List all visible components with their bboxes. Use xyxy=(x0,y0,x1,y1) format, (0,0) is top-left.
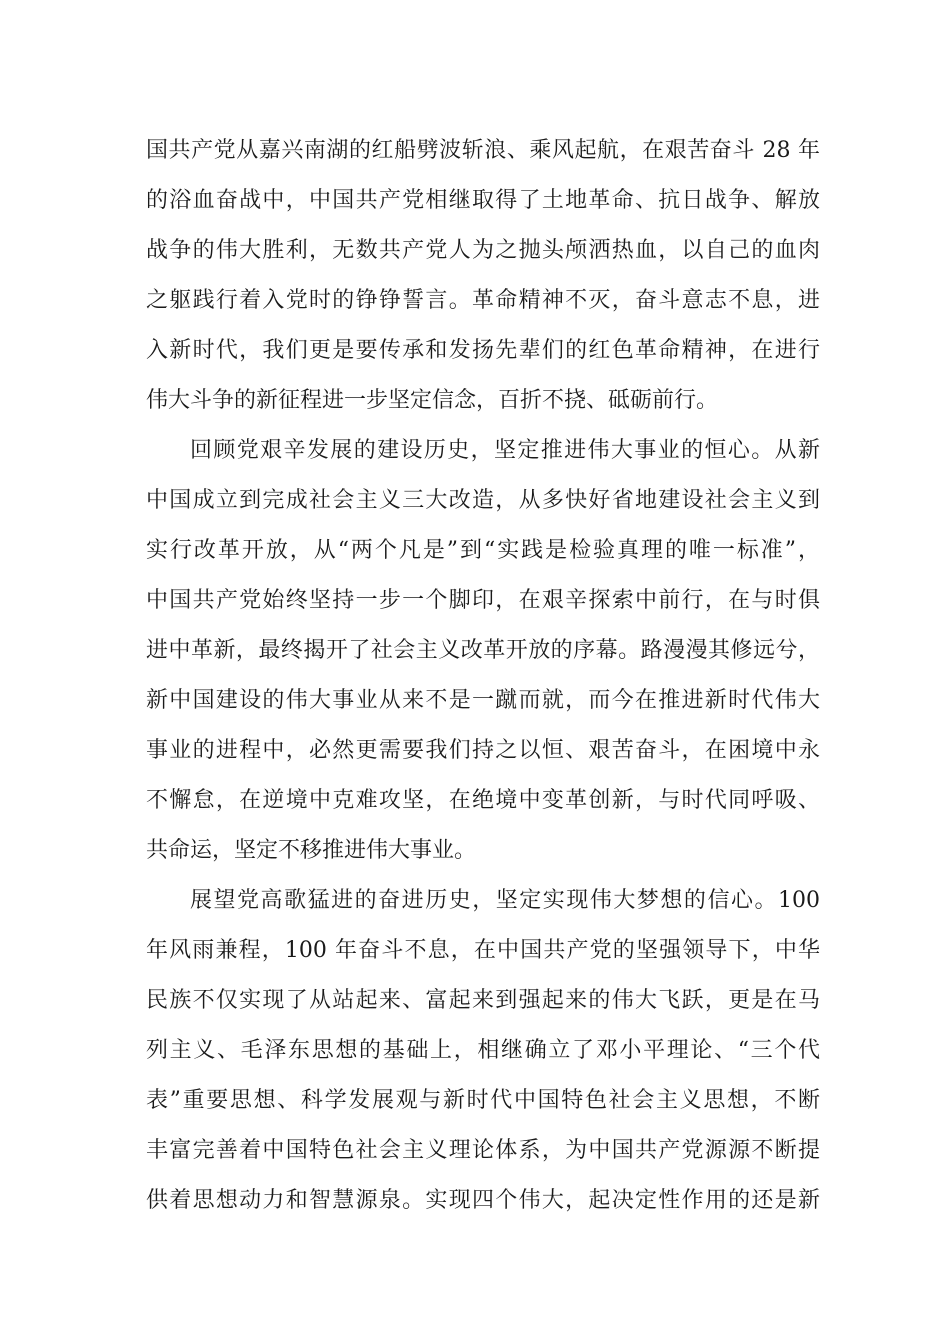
text-line: 伟大斗争的新征程进一步坚定信念，百折不挠、砥砺前行。 xyxy=(146,388,719,413)
text-line: 共命运，坚定不移推进伟大事业。 xyxy=(146,838,477,863)
text-line: 之躯践行着入党时的铮铮誓言。革命精神不灭，奋斗意志不息，进 xyxy=(146,288,820,313)
paragraph-1 xyxy=(146,126,820,426)
text-line: 年风雨兼程，100 年奋斗不息，在中国共产党的坚强领导下，中华 xyxy=(146,938,820,963)
text-line: 新中国建设的伟大事业从来不是一蹴而就，而今在推进新时代伟大 xyxy=(146,688,820,713)
text-line: 丰富完善着中国特色社会主义理论体系，为中国共产党源源不断提 xyxy=(146,1138,820,1163)
paragraph-3 xyxy=(146,876,820,1226)
paragraph-2 xyxy=(146,426,820,876)
text-line: 供着思想动力和智慧源泉。实现四个伟大，起决定性作用的还是新 xyxy=(146,1188,820,1213)
text-line: 事业的进程中，必然更需要我们持之以恒、艰苦奋斗，在困境中永 xyxy=(146,738,820,763)
text-line: 实行改革开放，从“两个凡是”到“实践是检验真理的唯一标准”， xyxy=(146,538,820,563)
text-line: 中国共产党始终坚持一步一个脚印，在艰辛探索中前行，在与时俱 xyxy=(146,588,820,613)
text-line: 不懈怠，在逆境中克难攻坚，在绝境中变革创新，与时代同呼吸、 xyxy=(146,788,820,813)
text-line: 回顾党艰辛发展的建设历史，坚定推进伟大事业的恒心。从新 xyxy=(190,438,820,463)
text-line: 展望党高歌猛进的奋进历史，坚定实现伟大梦想的信心。100 xyxy=(190,888,820,913)
text-line: 中国成立到完成社会主义三大改造，从多快好省地建设社会主义到 xyxy=(146,488,820,513)
text-line: 表”重要思想、科学发展观与新时代中国特色社会主义思想，不断 xyxy=(146,1088,820,1113)
text-line: 民族不仅实现了从站起来、富起来到强起来的伟大飞跃，更是在马 xyxy=(146,988,820,1013)
text-line: 进中革新，最终揭开了社会主义改革开放的序幕。路漫漫其修远兮， xyxy=(146,638,820,663)
body-text xyxy=(146,126,820,1226)
text-line: 列主义、毛泽东思想的基础上，相继确立了邓小平理论、“三个代 xyxy=(146,1038,820,1063)
text-line: 的浴血奋战中，中国共产党相继取得了土地革命、抗日战争、解放 xyxy=(146,188,820,213)
text-line: 战争的伟大胜利，无数共产党人为之抛头颅洒热血，以自己的血肉 xyxy=(146,238,820,263)
text-line: 入新时代，我们更是要传承和发扬先辈们的红色革命精神，在进行 xyxy=(146,338,820,363)
text-line: 国共产党从嘉兴南湖的红船劈波斩浪、乘风起航，在艰苦奋斗 28 年 xyxy=(146,138,820,163)
